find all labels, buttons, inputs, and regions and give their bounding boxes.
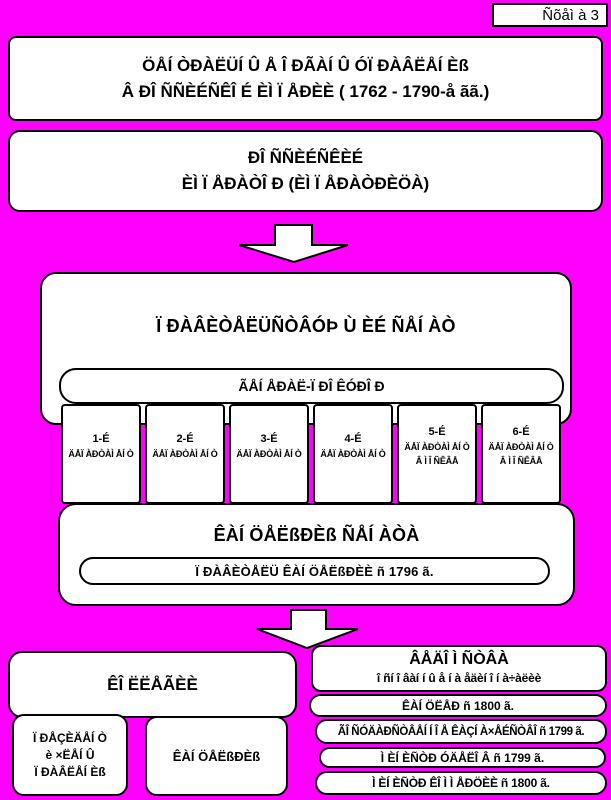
senate-chancellery-title: ÊÀÍ ÖÅËßÐÈß ÑÅÍ ÀÒÀ [213, 525, 420, 545]
collegia-chancellery-label: ÊÀÍ ÖÅËßÐÈß [172, 748, 261, 764]
chancellery-head-label: Ï ÐÀÂÈÒÅËÜ ÊÀÍ ÖÅËßÐÈÈ ñ 1796 ã. [195, 563, 434, 579]
collegia-chancellery-box [145, 716, 288, 796]
department-1-box [61, 404, 141, 504]
department-5-box [397, 404, 477, 504]
senate-title: Ï ÐÀÂÈÒÅËÜÑÒÂÓÞ Ù ÈÉ ÑÅÍ ÀÒ [156, 316, 456, 336]
department-number: 1-É [92, 433, 110, 445]
department-number: 4-É [344, 433, 362, 445]
department-number: 6-É [512, 426, 530, 438]
agency-label: ÊÀÍ ÖËÅÐ ñ 1800 ã. [401, 698, 515, 713]
department-location: Â Ì Î ÑÊÂÅ [499, 456, 543, 466]
scheme-number-label [492, 3, 608, 27]
agencies-box [311, 645, 607, 692]
department-number: 2-É [176, 433, 194, 445]
general-prosecutor-label: ÃÅÍ ÅÐÀË-Ï ÐÎ ÊÓÐÎ Ð [238, 378, 385, 394]
main-title-line1: ÖÅÍ ÒÐÀËÜÍ Û Å Î ÐÃÀÍ Û ÓÏ ÐÀÂËÅÍ Èß [142, 55, 469, 75]
collegia-president-box [12, 714, 128, 796]
president-line2: è ×ËÅÍ Û [45, 747, 95, 762]
senate-chancellery-box [58, 503, 575, 606]
collegia-box [8, 651, 297, 718]
department-number: 3-É [260, 433, 278, 445]
department-3-box [229, 404, 309, 504]
collegia-title: ÊÎ ËËÅÃÈÈ [107, 674, 198, 694]
agency-state-treasury-bar [315, 719, 607, 744]
department-number: 5-É [428, 426, 446, 438]
department-name: ÄÅÏ ÀÐÒÀÌ ÅÍ Ò [320, 449, 386, 459]
agency-label: Ì ÈÍ ÈÑÒÐ ÊÎ Ì Ì ÅÐÖÈÈ ñ 1800 ã. [372, 776, 550, 790]
agency-minister-of-commerce-bar [315, 771, 607, 795]
department-name: ÄÅÏ ÀÐÒÀÌ ÅÍ Ò [152, 449, 218, 459]
emperor-box [8, 130, 603, 212]
down-arrow-icon [238, 224, 350, 264]
agency-chancellor-bar [309, 694, 607, 717]
department-name: ÄÅÏ ÀÐÒÀÌ ÅÍ Ò [68, 449, 134, 459]
department-2-box [145, 404, 225, 504]
agencies-title: ÂÅÄÎ Ì ÑÒÂÀ [409, 651, 509, 668]
agency-minister-of-appanages-bar [319, 747, 606, 768]
agency-label: Ì ÈÍ ÈÑÒÐ ÓÄÅËÎ Â ñ 1799 ã. [380, 750, 545, 765]
department-name: ÄÅÏ ÀÐÒÀÌ ÅÍ Ò [236, 449, 302, 459]
general-prosecutor-box [59, 368, 564, 404]
department-6-box [481, 404, 561, 504]
department-name: ÄÅÏ ÀÐÒÀÌ ÅÍ Ò [404, 442, 470, 452]
main-title-box [8, 36, 603, 121]
department-location: Â Ì Î ÑÊÂÅ [415, 456, 459, 466]
emperor-line2: ÈÌ Ï ÅÐÀÒÎ Ð (ÈÌ Ï ÅÐÀÒÐÈÖÀ) [181, 174, 430, 193]
chancellery-head-box [79, 557, 550, 585]
president-line3: Ï ÐÀÂËÅÍ Èß [34, 764, 106, 779]
emperor-line1: ÐÎ ÑÑÈÉÑÊÈÉ [247, 148, 364, 167]
main-title-line2: Â ÐÎ ÑÑÈÉÑÊÎ É ÈÌ Ï ÅÐÈÈ ( 1762 - 1790-å ãã.) [121, 81, 490, 101]
president-line1: Ï ÐÅÇÈÄÅÍ Ò [32, 730, 107, 745]
agency-label: ÃÎ ÑÓÄÀÐÑÒÂÅÍ Í Î Å ÊÀÇÍ À×ÅÉÑÒÂÎ ñ 1799 ã. [337, 725, 585, 738]
department-name: ÄÅÏ ÀÐÒÀÌ ÅÍ Ò [488, 442, 554, 452]
scheme-number-text: Ñõåì à 3 [542, 6, 599, 24]
department-4-box [313, 404, 393, 504]
agencies-subtitle: î ñí î âàí í û å í à åäèí î í à÷àëèè [376, 671, 542, 685]
